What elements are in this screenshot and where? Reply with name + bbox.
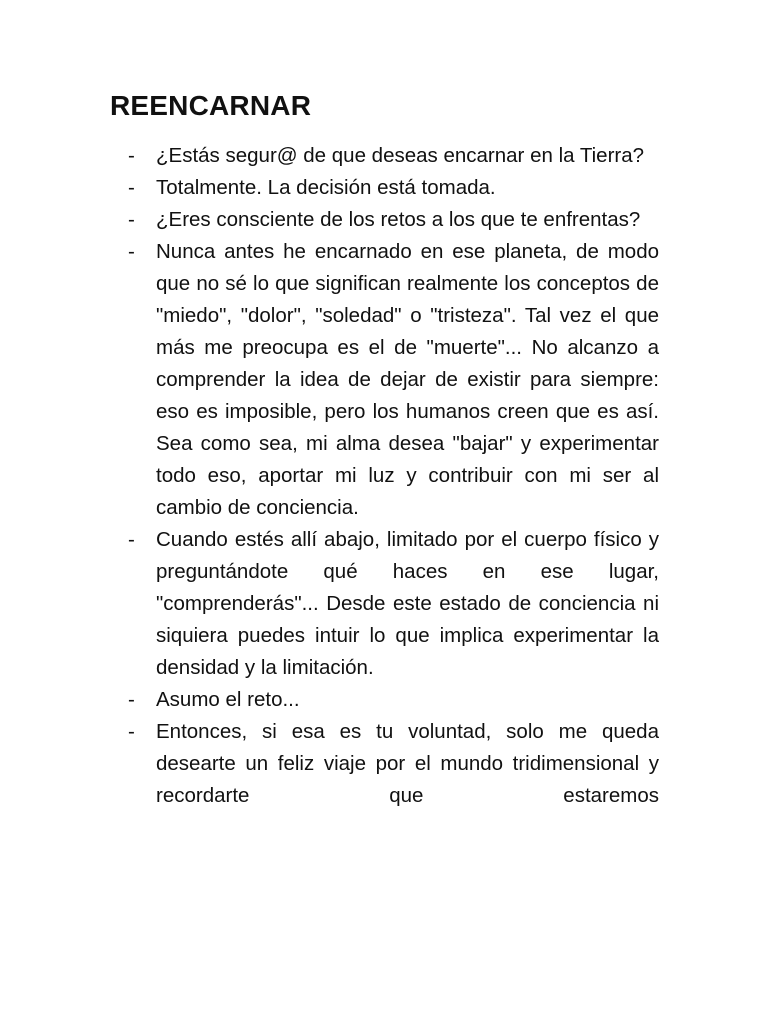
dash-marker: -: [128, 144, 135, 167]
dash-marker: -: [128, 176, 135, 199]
dialogue-line: [128, 524, 659, 684]
dialogue-text: ¿Eres consciente de los retos a los que te enfrentas?: [156, 208, 641, 231]
dash-marker: -: [128, 240, 135, 263]
dialogue-line: [128, 140, 659, 172]
dash-marker: -: [128, 720, 135, 743]
dash-marker: -: [128, 688, 135, 711]
dash-marker: -: [128, 208, 135, 231]
dialogue-list: [128, 140, 659, 812]
document-title: REENCARNAR: [110, 90, 312, 121]
dialogue-text: Totalmente. La decisión está tomada.: [156, 176, 496, 199]
dialogue-line: [128, 236, 659, 524]
dialogue-text: Cuando estés allí abajo, limitado por el cuerpo físico y preguntándote qué haces en ese lugar, "comprenderás"... Desde este estado de conciencia ni siquiera puedes intuir lo que implica experimentar la densidad y la limitación.: [156, 528, 659, 679]
dialogue-line: [128, 172, 659, 204]
dialogue-line: [128, 684, 659, 716]
dialogue-line: [128, 204, 659, 236]
dialogue-text: Nunca antes he encarnado en ese planeta, de modo que no sé lo que significan realmente los conceptos de "miedo", "dolor", "soledad" o "tristeza". Tal vez el que más me preocupa es el de "muerte"... No alcanzo a comprender la idea de dejar de existir para siempre: eso es imposible, pero los humanos creen que es así. Sea como sea, mi alma desea "bajar" y experimentar todo eso, aportar mi luz y contribuir con mi ser al cambio de conciencia.: [156, 240, 659, 519]
dialogue-line: [128, 716, 659, 812]
dialogue-text: ¿Estás segur@ de que deseas encarnar en la Tierra?: [156, 144, 645, 167]
dialogue-text: Entonces, si esa es tu voluntad, solo me queda desearte un feliz viaje por el mundo tridimensional y recordarte que estaremos: [156, 720, 659, 807]
dash-marker: -: [128, 528, 135, 551]
dialogue-text: Asumo el reto...: [156, 688, 300, 711]
